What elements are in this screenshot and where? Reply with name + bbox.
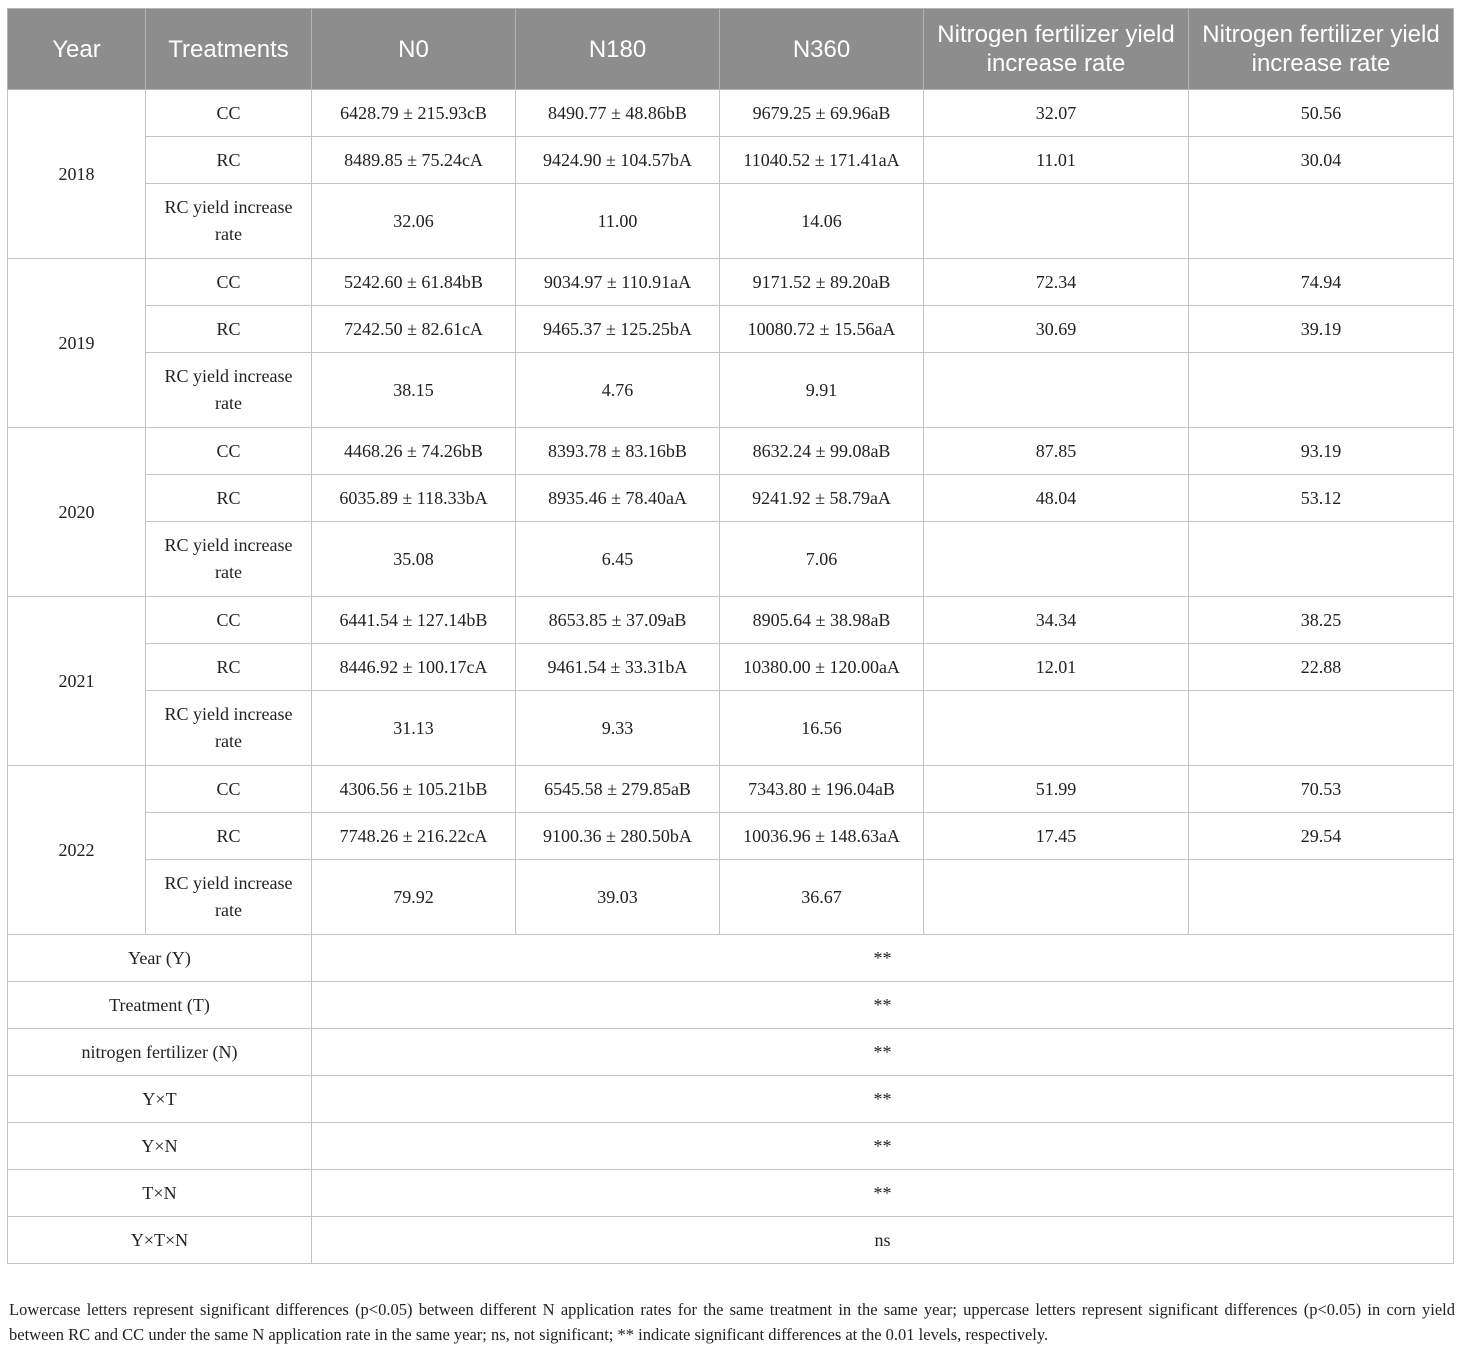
treatment-cell: CC (146, 90, 312, 137)
n360-cell: 36.67 (720, 860, 924, 935)
rate1-cell: 12.01 (924, 644, 1189, 691)
treatment-cell: RC yield increase rate (146, 691, 312, 766)
n360-cell: 7.06 (720, 522, 924, 597)
n0-cell: 31.13 (312, 691, 516, 766)
n180-cell: 9034.97 ± 110.91aA (516, 259, 720, 306)
n360-cell: 11040.52 ± 171.41aA (720, 137, 924, 184)
rate1-cell: 30.69 (924, 306, 1189, 353)
rate2-cell: 74.94 (1189, 259, 1454, 306)
anova-significance: ** (312, 982, 1454, 1029)
table-row (8, 428, 1454, 475)
header-n360: N360 (720, 9, 924, 90)
year-cell: 2021 (8, 597, 146, 766)
year-cell: 2022 (8, 766, 146, 935)
year-cell: 2019 (8, 259, 146, 428)
anova-significance: ** (312, 935, 1454, 982)
table-row (8, 813, 1454, 860)
treatment-cell: RC (146, 475, 312, 522)
n0-cell: 7242.50 ± 82.61cA (312, 306, 516, 353)
n360-cell: 14.06 (720, 184, 924, 259)
n360-cell: 10380.00 ± 120.00aA (720, 644, 924, 691)
treatment-cell: RC (146, 137, 312, 184)
n0-cell: 5242.60 ± 61.84bB (312, 259, 516, 306)
anova-row (8, 982, 1454, 1029)
table-row (8, 137, 1454, 184)
n180-cell: 9.33 (516, 691, 720, 766)
header-n180: N180 (516, 9, 720, 90)
table-row (8, 691, 1454, 766)
n180-cell: 4.76 (516, 353, 720, 428)
anova-row (8, 1029, 1454, 1076)
anova-significance: ns (312, 1217, 1454, 1264)
table-row (8, 766, 1454, 813)
anova-significance: ** (312, 1170, 1454, 1217)
anova-row (8, 935, 1454, 982)
treatment-cell: CC (146, 766, 312, 813)
rate1-cell: 17.45 (924, 813, 1189, 860)
anova-factor: Year (Y) (8, 935, 312, 982)
table-row (8, 644, 1454, 691)
n0-cell: 6441.54 ± 127.14bB (312, 597, 516, 644)
rate1-cell: 34.34 (924, 597, 1189, 644)
anova-row (8, 1217, 1454, 1264)
anova-factor: nitrogen fertilizer (N) (8, 1029, 312, 1076)
rate2-cell (1189, 691, 1454, 766)
n360-cell: 9241.92 ± 58.79aA (720, 475, 924, 522)
table-row (8, 259, 1454, 306)
anova-significance: ** (312, 1029, 1454, 1076)
table-row (8, 475, 1454, 522)
anova-significance: ** (312, 1076, 1454, 1123)
anova-factor: Y×T×N (8, 1217, 312, 1264)
rate2-cell: 53.12 (1189, 475, 1454, 522)
anova-factor: Y×N (8, 1123, 312, 1170)
treatment-cell: CC (146, 428, 312, 475)
rate1-cell (924, 860, 1189, 935)
n0-cell: 7748.26 ± 216.22cA (312, 813, 516, 860)
rate2-cell: 50.56 (1189, 90, 1454, 137)
n360-cell: 10036.96 ± 148.63aA (720, 813, 924, 860)
n180-cell: 8393.78 ± 83.16bB (516, 428, 720, 475)
n0-cell: 6428.79 ± 215.93cB (312, 90, 516, 137)
n360-cell: 9.91 (720, 353, 924, 428)
n360-cell: 9679.25 ± 69.96aB (720, 90, 924, 137)
yield-table-container (7, 8, 1453, 1264)
table-row (8, 522, 1454, 597)
rate2-cell: 70.53 (1189, 766, 1454, 813)
table-row (8, 597, 1454, 644)
table-row (8, 306, 1454, 353)
rate1-cell (924, 353, 1189, 428)
year-cell: 2020 (8, 428, 146, 597)
anova-factor: T×N (8, 1170, 312, 1217)
rate1-cell: 51.99 (924, 766, 1189, 813)
header-treatments: Treatments (146, 9, 312, 90)
rate2-cell: 38.25 (1189, 597, 1454, 644)
rate1-cell: 87.85 (924, 428, 1189, 475)
treatment-cell: RC (146, 306, 312, 353)
n180-cell: 8490.77 ± 48.86bB (516, 90, 720, 137)
n180-cell: 39.03 (516, 860, 720, 935)
treatment-cell: RC (146, 644, 312, 691)
anova-significance: ** (312, 1123, 1454, 1170)
anova-row (8, 1076, 1454, 1123)
table-footnote: Lowercase letters represent significant differences (p<0.05) between different N application rates for the same treatment in the same year; uppercase letters represent significant differences (p<0.05) in corn yield between RC and CC under the same N application rate in the same year; ns, not significant; ** indicate significant differences at the 0.01 levels, respectively. (9, 1300, 1455, 1344)
n180-cell: 11.00 (516, 184, 720, 259)
rate1-cell: 11.01 (924, 137, 1189, 184)
n0-cell: 38.15 (312, 353, 516, 428)
yield-table (7, 8, 1454, 1264)
rate1-cell (924, 184, 1189, 259)
rate2-cell (1189, 184, 1454, 259)
header-rate-1: Nitrogen fertilizer yield increase rate (924, 9, 1189, 90)
treatment-cell: CC (146, 259, 312, 306)
anova-factor: Treatment (T) (8, 982, 312, 1029)
n360-cell: 7343.80 ± 196.04aB (720, 766, 924, 813)
n0-cell: 32.06 (312, 184, 516, 259)
treatment-cell: RC (146, 813, 312, 860)
n180-cell: 9465.37 ± 125.25bA (516, 306, 720, 353)
n180-cell: 9100.36 ± 280.50bA (516, 813, 720, 860)
table-row (8, 860, 1454, 935)
rate2-cell: 93.19 (1189, 428, 1454, 475)
rate1-cell: 48.04 (924, 475, 1189, 522)
n180-cell: 8935.46 ± 78.40aA (516, 475, 720, 522)
rate2-cell: 39.19 (1189, 306, 1454, 353)
rate2-cell: 30.04 (1189, 137, 1454, 184)
rate2-cell: 29.54 (1189, 813, 1454, 860)
table-row (8, 184, 1454, 259)
anova-row (8, 1123, 1454, 1170)
treatment-cell: RC yield increase rate (146, 353, 312, 428)
n360-cell: 10080.72 ± 15.56aA (720, 306, 924, 353)
rate2-cell: 22.88 (1189, 644, 1454, 691)
header-row (8, 9, 1454, 90)
treatment-cell: RC yield increase rate (146, 184, 312, 259)
n360-cell: 9171.52 ± 89.20aB (720, 259, 924, 306)
header-n0: N0 (312, 9, 516, 90)
n0-cell: 35.08 (312, 522, 516, 597)
table-row (8, 90, 1454, 137)
n0-cell: 8489.85 ± 75.24cA (312, 137, 516, 184)
rate2-cell (1189, 353, 1454, 428)
table-row (8, 353, 1454, 428)
n180-cell: 8653.85 ± 37.09aB (516, 597, 720, 644)
rate2-cell (1189, 860, 1454, 935)
treatment-cell: RC yield increase rate (146, 860, 312, 935)
rate1-cell (924, 691, 1189, 766)
n360-cell: 8905.64 ± 38.98aB (720, 597, 924, 644)
n180-cell: 6545.58 ± 279.85aB (516, 766, 720, 813)
header-year: Year (8, 9, 146, 90)
n360-cell: 8632.24 ± 99.08aB (720, 428, 924, 475)
treatment-cell: RC yield increase rate (146, 522, 312, 597)
rate1-cell: 72.34 (924, 259, 1189, 306)
n360-cell: 16.56 (720, 691, 924, 766)
rate1-cell: 32.07 (924, 90, 1189, 137)
n0-cell: 4306.56 ± 105.21bB (312, 766, 516, 813)
n180-cell: 9424.90 ± 104.57bA (516, 137, 720, 184)
n180-cell: 9461.54 ± 33.31bA (516, 644, 720, 691)
n0-cell: 8446.92 ± 100.17cA (312, 644, 516, 691)
n0-cell: 4468.26 ± 74.26bB (312, 428, 516, 475)
anova-row (8, 1170, 1454, 1217)
treatment-cell: CC (146, 597, 312, 644)
n0-cell: 6035.89 ± 118.33bA (312, 475, 516, 522)
header-rate-2: Nitrogen fertilizer yield increase rate (1189, 9, 1454, 90)
year-cell: 2018 (8, 90, 146, 259)
n180-cell: 6.45 (516, 522, 720, 597)
n0-cell: 79.92 (312, 860, 516, 935)
rate1-cell (924, 522, 1189, 597)
anova-factor: Y×T (8, 1076, 312, 1123)
rate2-cell (1189, 522, 1454, 597)
